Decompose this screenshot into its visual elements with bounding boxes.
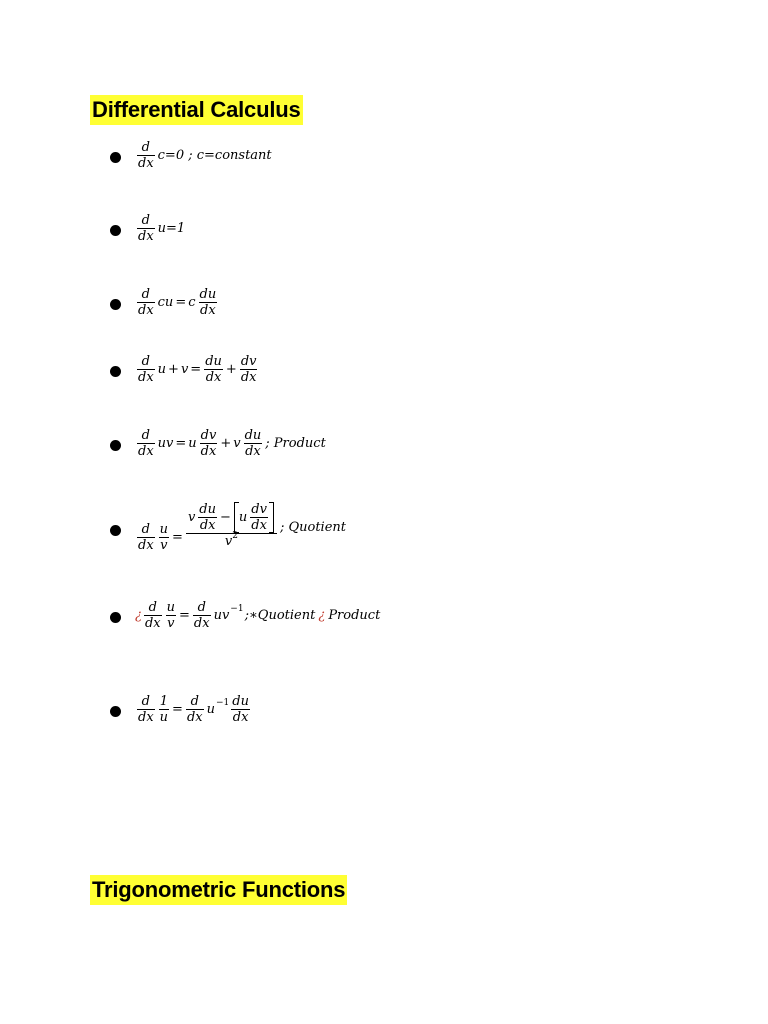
formula-constant-multiple-rule: $\frac{d}{dx}$ cu = c $\frac{du}{dx}$ <box>138 287 217 318</box>
bullet-icon <box>110 225 121 236</box>
bullet-icon <box>110 366 121 377</box>
bullet-icon <box>110 706 121 717</box>
formula-product-rule: $\frac{d}{dx}$ uv = u $\frac{dv}{dx}$ + v $\frac{du}{dx}$ ; Product <box>138 428 326 459</box>
bullet-icon <box>110 525 121 536</box>
bullet-icon <box>110 612 121 623</box>
formula-quotient-as-product: ¿ $\frac{d}{dx}$ $\frac{u}{v}$ = $\frac{d}{dx}$ uv −1 ;∗Quotient ¿ Product <box>135 600 381 631</box>
formula-constant-rule: $\frac{d}{dx}$ c=0 ; c=constant <box>138 140 272 171</box>
fraction-d-dx: $\frac{d}{dx}$ <box>138 213 154 244</box>
bullet-icon <box>110 299 121 310</box>
bullet-icon <box>110 440 121 451</box>
formula-sum-rule: $\frac{d}{dx}$ u + v = $\frac{du}{dx}$ + $\frac{dv}{dx}$ <box>138 354 257 385</box>
quotient-big-fraction: v $\frac{du}{dx}$ − u $\frac{dv}{dx}$ $v^2$ <box>186 502 277 551</box>
formula-reciprocal-rule: $\frac{d}{dx}$ $\frac{1}{u}$ = $\frac{d}{dx}$ u −1 $\frac{du}{dx}$ <box>138 694 249 725</box>
bracket-group: u $\frac{dv}{dx}$ <box>234 502 274 533</box>
formula-quotient-rule: $\frac{d}{dx}$ $\frac{u}{v}$ = v $\frac{du}{dx}$ − u $\frac{dv}{dx}$ $v^2$ ; Quotient <box>138 502 346 553</box>
fraction-d-dx: $\frac{d}{dx}$ <box>138 140 154 171</box>
formula-identity-rule: $\frac{d}{dx}$ u=1 <box>138 213 186 244</box>
bullet-icon <box>110 152 121 163</box>
section-heading-differential-calculus: Differential Calculus <box>90 95 303 125</box>
section-heading-trigonometric-functions: Trigonometric Functions <box>90 875 347 905</box>
